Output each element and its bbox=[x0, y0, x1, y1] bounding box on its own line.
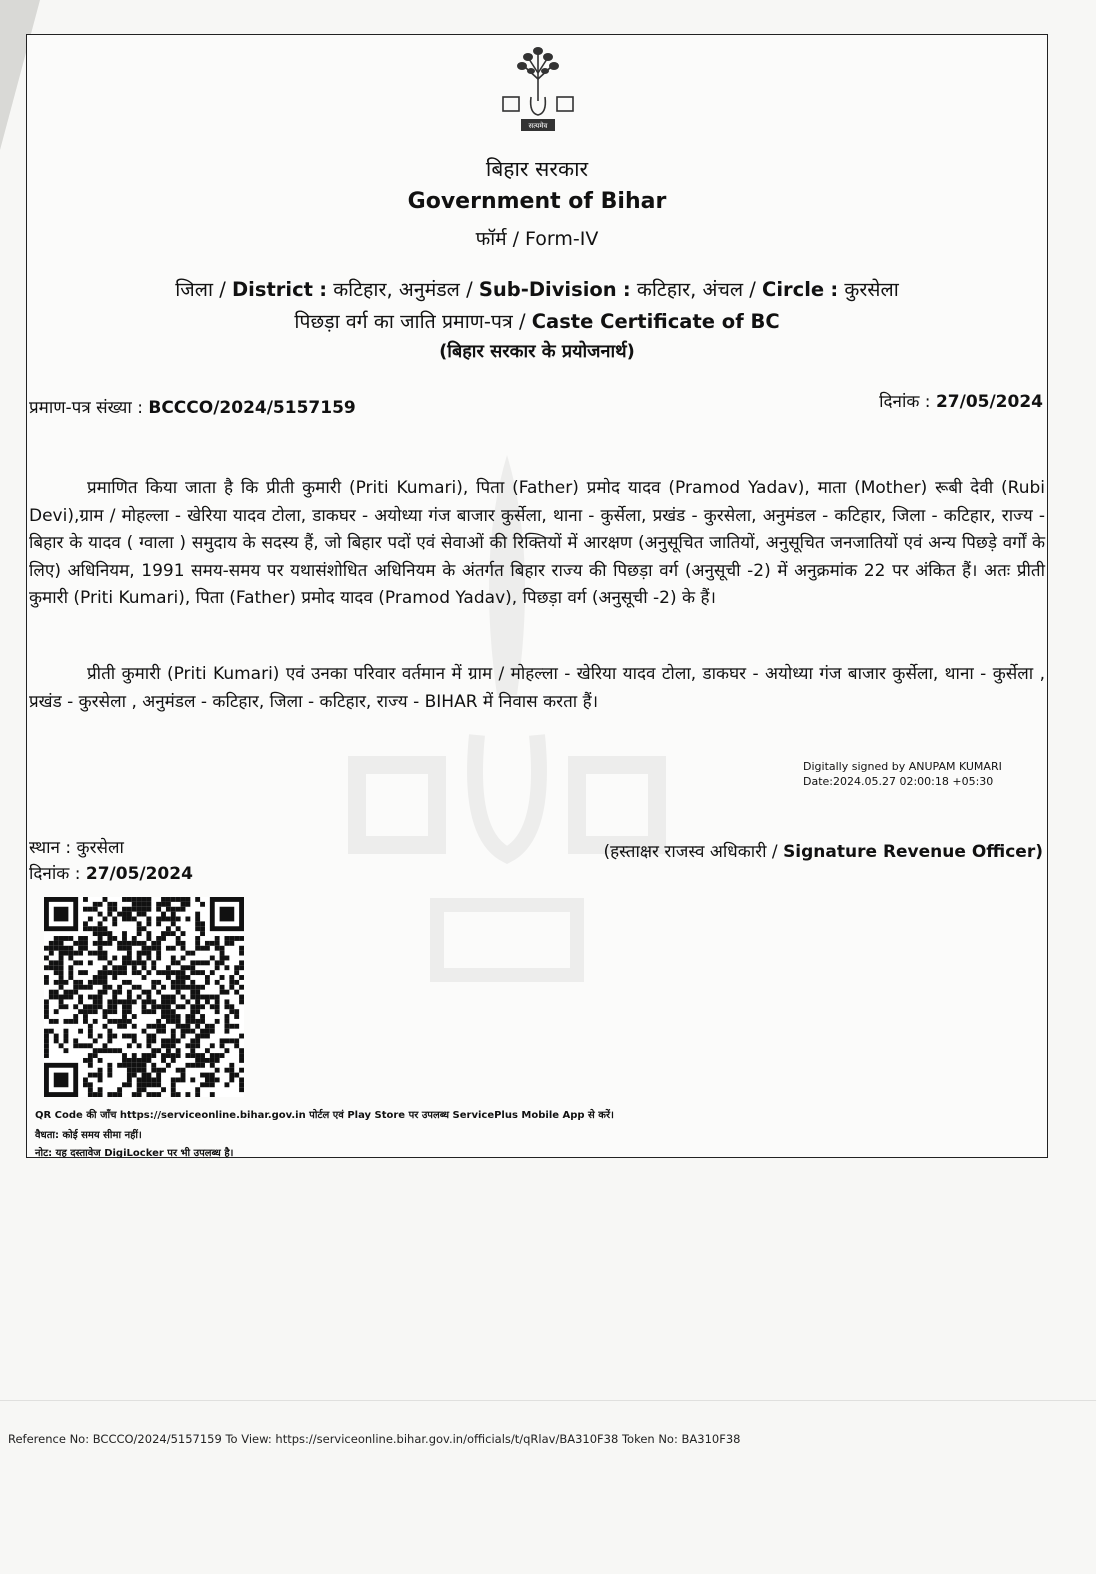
circle-label-hi: अंचल bbox=[702, 278, 744, 301]
signature-officer-en: Signature Revenue Officer) bbox=[783, 842, 1043, 862]
signature-officer bbox=[604, 839, 1044, 862]
circle-value: कुरसेला bbox=[844, 278, 899, 301]
certificate-frame bbox=[26, 34, 1048, 1158]
body-paragraph-1: प्रमाणित किया जाता है कि प्रीती कुमारी (Priti Kumari), पिता (Father) प्रमोद यादव (Pramod Yadav), माता (Mother) रूबी देवी (Rubi Devi),ग्राम / मोहल्ला - खेरिया यादव टोला, डाकघर - अयोध्या गंज बाजार कुर्सेला, थाना - कुर्सेला, प्रखंड - कुरसेला, अनुमंडल - कटिहार, जिला - कटिहार, राज्य - बिहार के यादव ( ग्वाला ) समुदाय के सदस्य हैं, जो बिहार पदों एवं सेवाओं की रिक्तियों में आरक्षण (अनुसूचित जातियों, अनुसूचित जनजातियों एवं अन्य पिछड़े वर्गों के लिए) अधिनियम, 1991 समय-समय पर यथासंशोधित अधिनियम के अंतर्गत बिहार राज्य की पिछड़ा वर्ग (अनुसूची -2) में अनुक्रमांक 22 पर अंकित हैं। अतः प्रीती कुमारी (Priti Kumari), पिता (Father) प्रमोद यादव (Pramod Yadav), पिछड़ा वर्ग (अनुसूची -2) के हैं। bbox=[29, 478, 1045, 608]
title-hi: पिछड़ा वर्ग का जाति प्रमाण-पत्र bbox=[294, 310, 513, 333]
circle-label-en: Circle bbox=[762, 278, 825, 301]
issue-date-value: 27/05/2024 bbox=[85, 864, 193, 884]
certificate-date-value: 27/05/2024 bbox=[935, 392, 1043, 412]
page-divider bbox=[0, 1400, 1096, 1401]
district-value: कटिहार, bbox=[333, 278, 393, 301]
body-paragraph-2: प्रीती कुमारी (Priti Kumari) एवं उनका परिवार वर्तमान में ग्राम / मोहल्ला - खेरिया यादव टोला, डाकघर - अयोध्या गंज बाजार कुर्सेला, थाना - कुर्सेला , प्रखंड - कुरसेला , अनुमंडल - कटिहार, जिला - कटिहार, राज्य - BIHAR में निवास करता हैं। bbox=[29, 664, 1045, 712]
svg-text:सत्यमेव: सत्यमेव bbox=[528, 122, 548, 130]
signature-officer-hi: (हस्ताक्षर राजस्व अधिकारी / bbox=[603, 842, 778, 862]
certificate-number bbox=[29, 395, 356, 418]
digilocker-note: नोट: यह दस्तावेज DigiLocker पर भी उपलब्ध है। bbox=[35, 1148, 234, 1159]
district-label-en: District bbox=[232, 278, 313, 301]
reference-footer: Reference No: BCCCO/2024/5157159 To View: https://serviceonline.bihar.gov.in/officials/t/qRlav/BA310F38 Token No: BA310F38 bbox=[8, 1432, 741, 1446]
subdiv-value: कटिहार, bbox=[636, 278, 697, 301]
form-en: Form-IV bbox=[525, 228, 599, 250]
form-hi: फॉर्म bbox=[475, 228, 507, 250]
place-label: स्थान : bbox=[29, 838, 72, 858]
digital-signature-line2: Date:2024.05.27 02:00:18 +05:30 bbox=[803, 775, 994, 788]
certificate-title: पिछड़ा वर्ग का जाति प्रमाण-पत्र / Caste Certificate of BC bbox=[294, 310, 780, 333]
digital-signature-line1: Digitally signed by ANUPAM KUMARI bbox=[803, 760, 1002, 773]
validity-note: वैधता: कोई समय सीमा नहीं। bbox=[35, 1130, 142, 1141]
district-label-hi: जिला bbox=[175, 278, 214, 301]
title-en: Caste Certificate of BC bbox=[531, 310, 780, 333]
form-label: फॉर्म / Form-IV bbox=[475, 228, 599, 250]
location-line: जिला / District : कटिहार, अनुमंडल / Sub-Division : कटिहार, अंचल / Circle : कुरसेला bbox=[175, 278, 899, 301]
place-value: कुरसेला bbox=[76, 838, 124, 858]
gov-hindi-title: बिहार सरकार bbox=[485, 157, 589, 181]
certificate-date-label: दिनांक : bbox=[879, 392, 931, 412]
qr-code[interactable] bbox=[41, 897, 247, 1097]
certificate-purpose: (बिहार सरकार के प्रयोजनार्थ) bbox=[439, 341, 635, 362]
gov-english-title: Government of Bihar bbox=[407, 189, 667, 214]
place bbox=[29, 835, 124, 858]
qr-note: QR Code की जाँच https://serviceonline.bihar.gov.in पोर्टल एवं Play Store पर उपलब्ध ServicePlus Mobile App से करें। bbox=[35, 1110, 614, 1121]
issue-date bbox=[29, 861, 193, 884]
subdiv-label-en: Sub-Division bbox=[478, 278, 617, 301]
digital-signature bbox=[803, 759, 1002, 789]
issue-date-label: दिनांक : bbox=[29, 864, 81, 884]
certificate-date bbox=[879, 389, 1043, 412]
certificate-number-value: BCCCO/2024/5157159 bbox=[148, 398, 356, 418]
subdiv-label-hi: अनुमंडल bbox=[398, 278, 460, 301]
certificate-number-label: प्रमाण-पत्र संख्या : bbox=[29, 398, 143, 418]
bihar-emblem-icon bbox=[493, 39, 583, 139]
